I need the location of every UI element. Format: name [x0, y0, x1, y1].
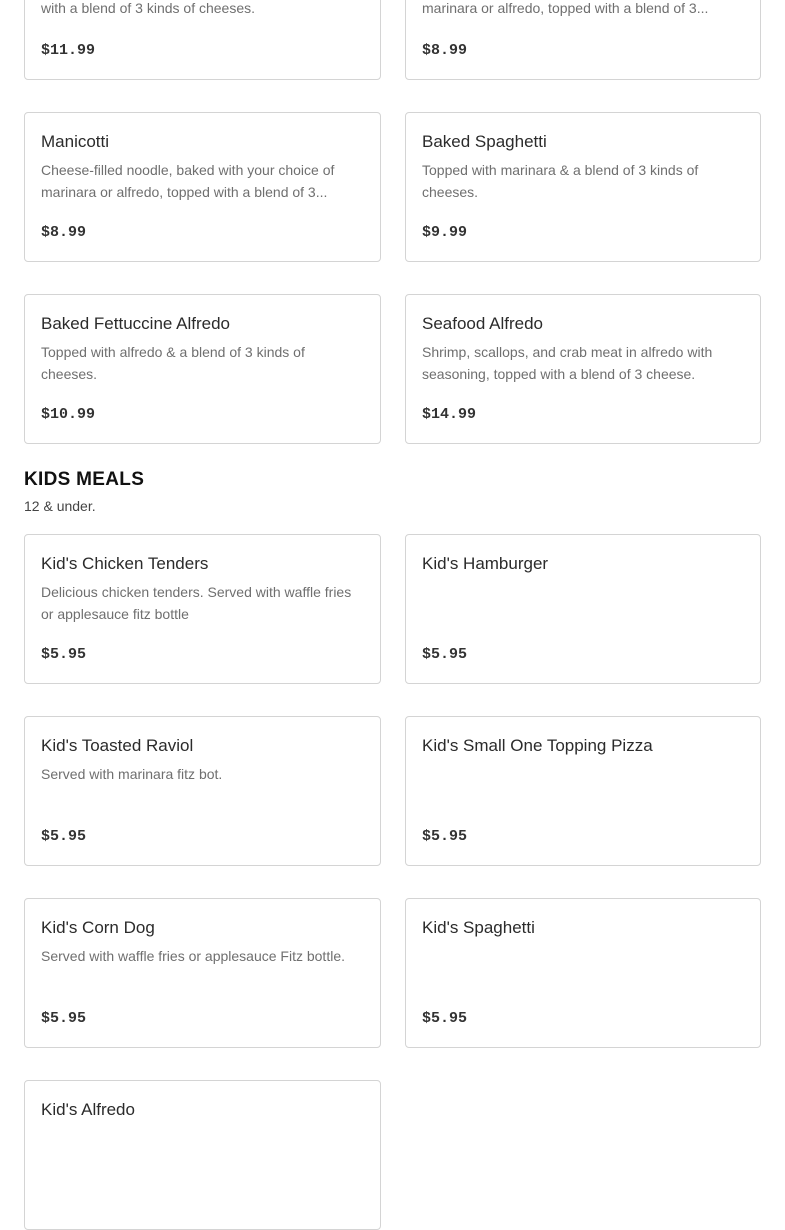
menu-item-price: $5.95: [41, 1010, 87, 1027]
menu-item-price: $5.95: [41, 828, 87, 845]
menu-item-description: Delicious chicken tenders. Served with waffle fries or applesauce fitz bottle: [41, 584, 352, 622]
menu-item-description: Topped with alfredo & a blend of 3 kinds of cheeses.: [41, 344, 305, 382]
menu-item-price: $8.99: [422, 42, 468, 59]
menu-item-price: $5.95: [422, 646, 468, 663]
menu-item-description: Topped with marinara & a blend of 3 kinds of cheeses.: [422, 162, 699, 200]
menu-item-price: $5.95: [422, 1010, 468, 1027]
menu-item-card-baked-fettuccine-alfredo[interactable]: [24, 294, 381, 444]
menu-item-description: Shrimp, scallops, and crab meat in alfredo with seasoning, topped with a blend of 3 cheese.: [422, 344, 713, 382]
menu-item-price: $11.99: [41, 42, 96, 59]
menu-item-card-seafood-alfredo[interactable]: [405, 294, 761, 444]
menu-item-card-kids-toasted-raviol[interactable]: [24, 716, 381, 866]
menu-item-name: Kid's Corn Dog: [41, 918, 155, 937]
menu-item-description: with a blend of 3 kinds of cheeses.: [41, 0, 256, 16]
menu-item-price: $5.95: [422, 828, 468, 845]
menu-item-price: $10.99: [41, 406, 96, 423]
menu-item-card-kids-corn-dog[interactable]: [24, 898, 381, 1048]
menu-item-name: Kid's Chicken Tenders: [41, 554, 209, 573]
menu-item-description: Served with marinara fitz bot.: [41, 766, 223, 782]
menu-item-description: Cheese-filled noodle, baked with your choice of marinara or alfredo, topped with a blend of 3...: [41, 162, 335, 200]
menu-item-card-kids-small-one-topping-pizza[interactable]: [405, 716, 761, 866]
menu-item-card[interactable]: [24, 0, 381, 80]
menu-item-name: Kid's Alfredo: [41, 1100, 135, 1119]
menu-item-card-kids-chicken-tenders[interactable]: [24, 534, 381, 684]
menu-item-description: Served with waffle fries or applesauce Fitz bottle.: [41, 948, 346, 964]
menu-item-name: Kid's Hamburger: [422, 554, 549, 573]
menu-item-name: Manicotti: [41, 132, 110, 151]
menu-item-price: $9.99: [422, 224, 468, 241]
menu-item-card-manicotti[interactable]: [24, 112, 381, 262]
menu-item-name: Baked Fettuccine Alfredo: [41, 314, 231, 333]
menu-item-card-kids-spaghetti[interactable]: [405, 898, 761, 1048]
menu-item-card-kids-hamburger[interactable]: [405, 534, 761, 684]
menu-item-price: $5.95: [41, 646, 87, 663]
menu-item-name: Kid's Small One Topping Pizza: [422, 736, 653, 755]
section-title: KIDS MEALS: [24, 469, 145, 490]
section-subtitle: 12 & under.: [24, 498, 96, 514]
menu-item-price: $8.99: [41, 224, 87, 241]
menu-item-description: marinara or alfredo, topped with a blend of 3...: [422, 0, 709, 16]
menu-item-card[interactable]: [405, 0, 761, 80]
menu-item-price: $14.99: [422, 406, 477, 423]
menu-item-name: Kid's Spaghetti: [422, 918, 535, 937]
menu-item-card-kids-alfredo[interactable]: [24, 1080, 381, 1230]
menu-item-name: Baked Spaghetti: [422, 132, 547, 151]
menu-item-name: Kid's Toasted Raviol: [41, 736, 194, 755]
menu-item-card-baked-spaghetti[interactable]: [405, 112, 761, 262]
menu-item-name: Seafood Alfredo: [422, 314, 543, 333]
